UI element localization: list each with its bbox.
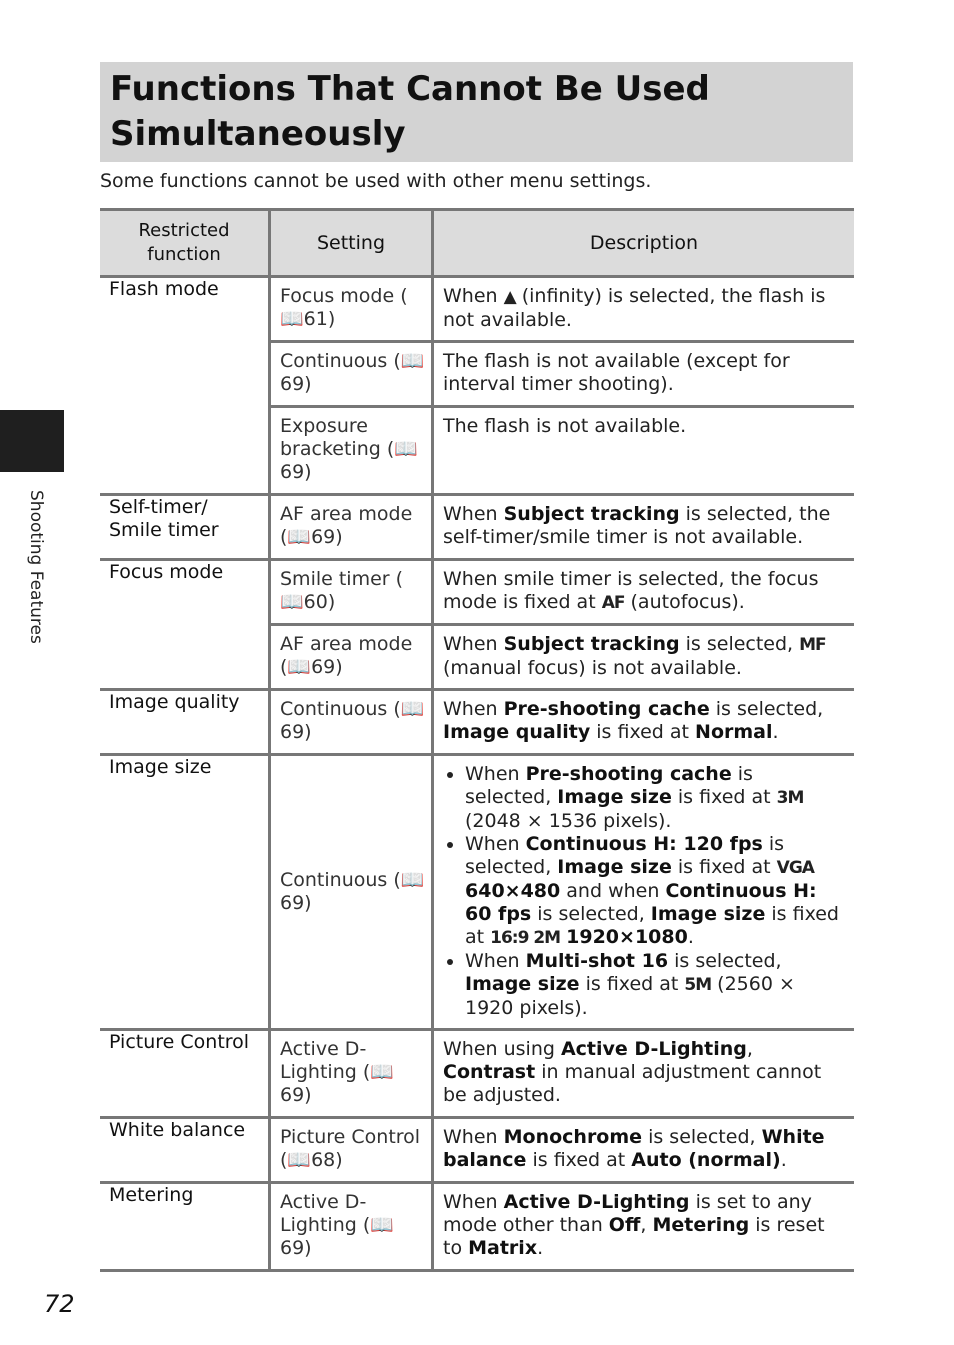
image-size-3m-icon: 3M <box>776 788 804 808</box>
book-icon: 📖 <box>287 1149 312 1171</box>
image-size-vga-icon: VGA <box>776 858 814 878</box>
header-restricted-function: Restricted function <box>100 210 270 277</box>
book-icon: 📖 <box>400 698 425 720</box>
row-setting: Picture Control (📖68) <box>270 1118 433 1183</box>
row-function: Flash mode <box>100 277 270 495</box>
row-function: Focus mode <box>100 560 270 690</box>
page-number: 72 <box>44 1290 75 1318</box>
row-function: White balance <box>100 1118 270 1183</box>
restrictions-table <box>100 208 854 1272</box>
header-setting: Setting <box>270 210 433 277</box>
table-row <box>100 560 854 625</box>
header-description: Description <box>433 210 855 277</box>
book-icon: 📖 <box>400 868 425 891</box>
book-icon: 📖 <box>280 591 304 613</box>
section-tab <box>0 410 64 472</box>
image-size-5m-icon: 5M <box>684 975 712 995</box>
row-function: Metering <box>100 1183 270 1271</box>
row-setting: Focus mode (📖61) <box>270 277 433 342</box>
table-row <box>100 755 854 1030</box>
image-size-2m-169-icon: 16:9 2M <box>490 928 561 948</box>
row-setting: Smile timer (📖60) <box>270 560 433 625</box>
book-icon: 📖 <box>287 526 312 548</box>
row-description: The flash is not available. <box>433 407 855 495</box>
section-label: Shooting Features <box>26 490 46 644</box>
mf-icon: MF <box>799 635 826 655</box>
page-title: Functions That Cannot Be Used Simultaneously <box>110 69 710 154</box>
table-header-row <box>100 210 854 277</box>
table-row <box>100 495 854 560</box>
book-icon: 📖 <box>370 1061 394 1083</box>
row-setting: Continuous (📖69) <box>270 755 433 1030</box>
row-description: When Subject tracking is selected, MF (manual focus) is not available. <box>433 625 855 690</box>
row-description: When Pre-shooting cache is selected, Image quality is fixed at Normal. <box>433 690 855 755</box>
row-function: Self-timer/ Smile timer <box>100 495 270 560</box>
row-description: When ▲ (infinity) is selected, the flash is not available. <box>433 277 855 342</box>
row-setting: Exposure bracketing (📖69) <box>270 407 433 495</box>
book-icon: 📖 <box>394 438 418 460</box>
row-setting: Continuous (📖69) <box>270 690 433 755</box>
title-box <box>100 62 853 162</box>
row-description <box>433 755 855 1030</box>
intro-text: Some functions cannot be used with other menu settings. <box>100 170 652 192</box>
book-icon: 📖 <box>400 350 425 372</box>
book-icon: 📖 <box>370 1214 394 1236</box>
row-description: When smile timer is selected, the focus mode is fixed at AF (autofocus). <box>433 560 855 625</box>
row-description: When Monochrome is selected, White balance is fixed at Auto (normal). <box>433 1118 855 1183</box>
row-setting: AF area mode (📖69) <box>270 625 433 690</box>
row-description: When Subject tracking is selected, the self-timer/smile timer is not available. <box>433 495 855 560</box>
row-function: Image quality <box>100 690 270 755</box>
row-description: The flash is not available (except for interval timer shooting). <box>433 342 855 407</box>
row-description: When using Active D-Lighting, Contrast in manual adjustment cannot be adjusted. <box>433 1030 855 1118</box>
table-row <box>100 277 854 342</box>
row-setting: Continuous (📖69) <box>270 342 433 407</box>
table-row <box>100 690 854 755</box>
table-row <box>100 1183 854 1271</box>
row-setting: AF area mode (📖69) <box>270 495 433 560</box>
row-setting: Active D-Lighting (📖69) <box>270 1183 433 1271</box>
infinity-icon: ▲ <box>503 287 516 307</box>
row-function: Picture Control <box>100 1030 270 1118</box>
book-icon: 📖 <box>287 656 312 678</box>
list-item: • When Pre-shooting cache is selected, Image size is fixed at 3M (2048 × 1536 pixels). <box>465 763 844 833</box>
row-setting: Active D-Lighting (📖69) <box>270 1030 433 1118</box>
table-row <box>100 1030 854 1118</box>
row-description: When Active D-Lighting is set to any mode other than Off, Metering is reset to Matrix. <box>433 1183 855 1271</box>
table-row <box>100 1118 854 1183</box>
row-function: Image size <box>100 755 270 1030</box>
list-item: • When Multi-shot 16 is selected, Image size is fixed at 5M (2560 × 1920 pixels). <box>465 950 844 1020</box>
book-icon: 📖 <box>280 308 304 330</box>
list-item: • When Continuous H: 120 fps is selected, Image size is fixed at VGA 640×480 and when Continuous H: 60 fps is selected, Image size is fixed at 16:9 2M 1920×1080. <box>465 833 844 950</box>
af-icon: AF <box>601 593 625 613</box>
